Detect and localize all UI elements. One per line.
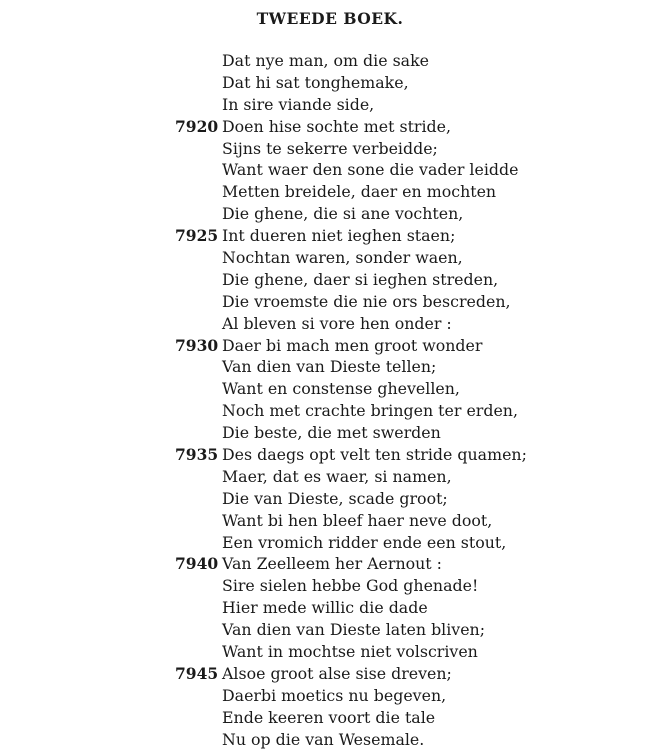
verse-line <box>0 400 660 422</box>
line-number: 7930 <box>175 335 219 355</box>
verse-line <box>0 203 660 225</box>
line-number: 7945 <box>175 663 219 683</box>
verse-text: Hier mede willic die dade <box>222 598 428 618</box>
verse-line <box>0 378 660 400</box>
verse-line <box>0 356 660 378</box>
verse-text: Die ghene, die si ane vochten, <box>222 204 464 224</box>
verse-line <box>0 729 660 751</box>
verse-text: Die vroemste die nie ors bescreden, <box>222 291 511 311</box>
verse-text: Ende keeren voort die tale <box>222 707 436 727</box>
line-number: 7940 <box>175 554 219 574</box>
verse-line <box>0 510 660 532</box>
verse-line <box>0 138 660 160</box>
verse-line <box>0 466 660 488</box>
verse-line <box>0 707 660 729</box>
verse-line <box>0 181 660 203</box>
verse-line <box>0 663 660 685</box>
verse-line <box>0 291 660 313</box>
verse-text: In sire viande side, <box>222 94 375 114</box>
verse-line <box>0 159 660 181</box>
verse-text: Sire sielen hebbe God ghenade! <box>222 576 479 596</box>
line-number: 7920 <box>175 116 219 136</box>
verse-text: Dat nye man, om die sake <box>222 51 430 70</box>
verse-text: Nu op die van Wesemale. <box>222 729 425 749</box>
verse-line <box>0 269 660 291</box>
verse-line <box>0 575 660 597</box>
verse-line <box>0 335 660 357</box>
verse-text: Daer bi mach men groot wonder <box>222 335 483 355</box>
verse-line <box>0 444 660 466</box>
verse-text: Een vromich ridder ende een stout, <box>222 532 507 552</box>
verse-text: Nochtan waren, sonder waen, <box>222 248 463 268</box>
verse-line <box>0 50 660 72</box>
verse-text: Sijns te sekerre verbeidde; <box>222 138 438 158</box>
verse-line <box>0 488 660 510</box>
verse-text: Metten breidele, daer en mochten <box>222 182 497 202</box>
verse-line <box>0 422 660 444</box>
verse-text: Van Zeelleem her Aernout : <box>222 554 442 574</box>
verse-line <box>0 72 660 94</box>
verse-text: Al bleven si vore hen onder : <box>222 313 452 333</box>
verse-line <box>0 313 660 335</box>
verse-line <box>0 532 660 554</box>
verse-text: Want en constense ghevellen, <box>222 379 460 399</box>
verse-text: Want waer den sone die vader leidde <box>222 160 519 180</box>
running-head: TWEEDE BOEK. <box>256 9 404 28</box>
line-number: 7935 <box>175 445 219 465</box>
verse-text: Want in mochtse niet volscriven <box>222 642 478 662</box>
verse-text: Die van Dieste, scade groot; <box>222 488 448 508</box>
verse-text: Die beste, die met swerden <box>222 423 441 443</box>
verse-text: Noch met crachte bringen ter erden, <box>222 401 518 421</box>
verse-line <box>0 94 660 116</box>
verse-text: Daerbi moetics nu begeven, <box>222 685 447 705</box>
verse-line <box>0 247 660 269</box>
verse-text: Die ghene, daer si ieghen streden, <box>222 269 499 289</box>
verse-line <box>0 619 660 641</box>
verse-line <box>0 641 660 663</box>
verse-text: Van dien van Dieste tellen; <box>222 357 437 377</box>
verse-line <box>0 116 660 138</box>
verse-text: Alsoe groot alse sise dreven; <box>222 663 452 683</box>
verse-line <box>0 685 660 707</box>
verse-text: Maer, dat es waer, si namen, <box>222 466 452 486</box>
verse-line <box>0 225 660 247</box>
verse-text: Int dueren niet ieghen staen; <box>222 226 456 246</box>
verse-text: Des daegs opt velt ten stride quamen; <box>222 445 527 465</box>
verse-text: Dat hi sat tonghemake, <box>222 72 409 92</box>
verse-line <box>0 553 660 575</box>
verse-line <box>0 597 660 619</box>
verse-text: Van dien van Dieste laten bliven; <box>222 620 486 640</box>
verse-text: Want bi hen bleef haer neve doot, <box>222 510 493 530</box>
line-number: 7925 <box>175 226 219 246</box>
verse-text: Doen hise sochte met stride, <box>222 116 452 136</box>
verse-block <box>0 50 660 751</box>
